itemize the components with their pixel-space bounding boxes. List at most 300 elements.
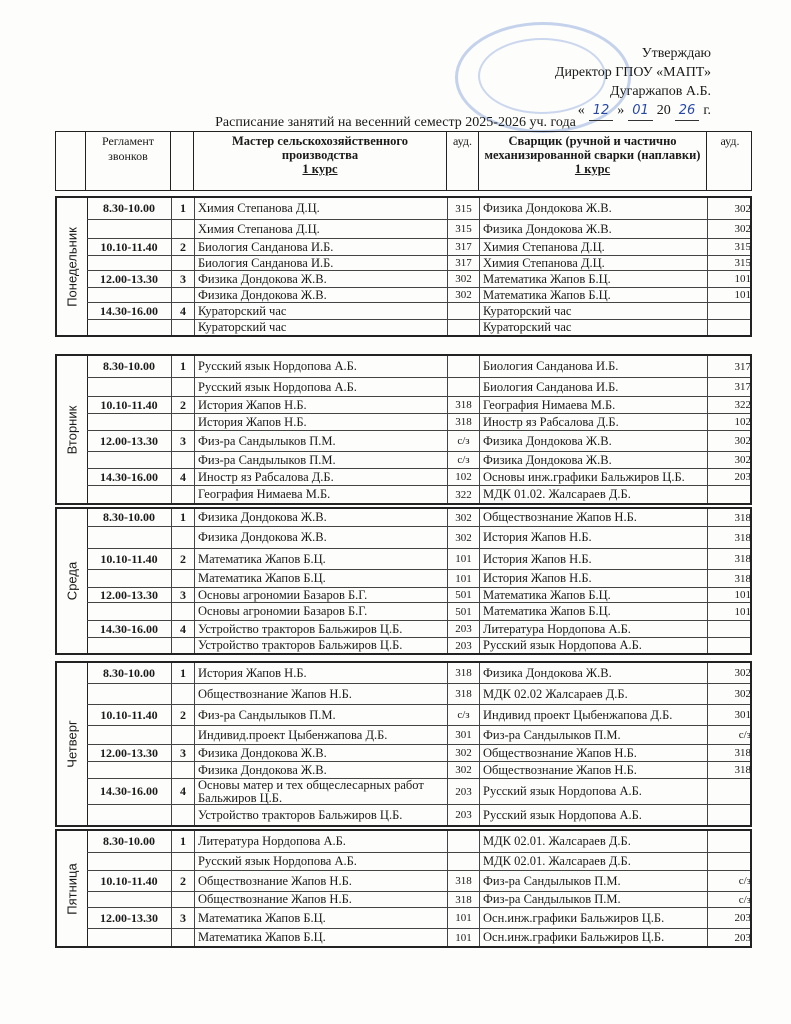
date-month: 01 — [628, 101, 653, 121]
room-group-2 — [708, 779, 754, 804]
lesson-row — [87, 431, 750, 452]
date-open-quote: « — [577, 103, 585, 118]
subject-group-1: Физика Дондокова Ж.В. — [195, 762, 448, 778]
room-group-1 — [448, 378, 480, 396]
lesson-time: 8.30-10.00 — [87, 198, 172, 219]
room-group-2: 318 — [734, 764, 751, 776]
subject-group-1: Биология Санданова И.Б. — [195, 256, 448, 270]
room-group-1: 318 — [448, 414, 480, 430]
lesson-row — [87, 831, 750, 853]
lesson-time — [87, 684, 172, 704]
subject-group-1: Кураторский час — [195, 303, 448, 319]
lesson-number: 3 — [172, 745, 195, 761]
room-group-2: 317 — [734, 381, 751, 393]
subject-group-1: Устройство тракторов Бальжиров Ц.Б. — [195, 805, 448, 825]
lesson-row — [87, 378, 750, 397]
lesson-time: 8.30-10.00 — [87, 509, 172, 526]
room-group-2: 101 — [734, 605, 751, 618]
day-block — [55, 507, 752, 655]
lesson-row — [87, 414, 750, 431]
room-group-1: 302 — [448, 745, 480, 761]
day-label — [57, 663, 88, 825]
lesson-row — [87, 684, 750, 705]
lesson-row — [87, 549, 750, 570]
lesson-row — [87, 509, 750, 527]
subject-group-2: Литература Нордопова А.Б. — [480, 621, 708, 637]
room-group-1: 302 — [448, 288, 480, 302]
approval-line-1: Утверждаю — [641, 46, 711, 61]
date-day: 12 — [589, 101, 614, 121]
lesson-time — [87, 762, 172, 778]
subject-group-1: Обществознание Жапов Н.Б. — [195, 684, 448, 704]
subject-group-1: Математика Жапов Б.Ц. — [195, 570, 448, 587]
room-group-1: 318 — [448, 684, 480, 704]
room-group-1 — [448, 356, 480, 377]
lesson-row — [87, 726, 750, 745]
day-block — [55, 196, 752, 337]
subject-group-1: Физ-ра Сандылыков П.М. — [195, 452, 448, 468]
schedule-header — [55, 131, 752, 191]
lesson-number — [172, 486, 195, 503]
lesson-time — [87, 726, 172, 744]
lesson-time — [87, 378, 172, 396]
group-2-course: 1 курс — [574, 162, 611, 176]
subject-group-2: Биология Санданова И.Б. — [480, 356, 708, 377]
group-1-name: Мастер сельскохозяйственного производства — [231, 134, 409, 162]
subject-group-2: МДК 02.02 Жалсараев Д.Б. — [480, 684, 708, 704]
room-group-2 — [708, 805, 754, 825]
subject-group-1: Физика Дондокова Ж.В. — [195, 288, 448, 302]
lesson-time: 10.10-11.40 — [87, 549, 172, 569]
lesson-time: 12.00-13.30 — [87, 588, 172, 602]
document-title: Расписание занятий на весенний семестр 2025-2026 уч. года — [215, 115, 576, 130]
subject-group-2: Обществознание Жапов Н.Б. — [480, 745, 708, 761]
lesson-row — [87, 705, 750, 726]
lesson-number — [172, 527, 195, 548]
subject-group-2: Физика Дондокова Ж.В. — [480, 663, 708, 683]
lesson-number — [172, 452, 195, 468]
room-group-1: 101 — [448, 570, 480, 587]
room-group-1: 101 — [448, 908, 480, 928]
room-group-2: 302 — [734, 223, 751, 235]
lesson-time: 14.30-16.00 — [87, 621, 172, 637]
subject-group-1: Физика Дондокова Ж.В. — [195, 509, 448, 526]
lesson-number: 2 — [172, 549, 195, 569]
room-group-2: с/з — [738, 729, 751, 741]
room-group-1: 302 — [448, 271, 480, 287]
lesson-time — [87, 452, 172, 468]
lesson-number — [172, 256, 195, 270]
room-group-2: 318 — [734, 531, 751, 544]
lesson-row — [87, 320, 750, 335]
room-group-2 — [708, 486, 754, 503]
room-group-2: 101 — [734, 589, 751, 601]
lesson-time — [87, 853, 172, 870]
room-group-1: 501 — [448, 588, 480, 602]
subject-group-2: История Жапов Н.Б. — [480, 570, 708, 587]
room-group-2: 315 — [734, 257, 751, 269]
subject-group-2: Обществознание Жапов Н.Б. — [480, 762, 708, 778]
subject-group-2: Русский язык Нордопова А.Б. — [480, 638, 708, 653]
room-group-1: 501 — [448, 603, 480, 620]
subject-group-2: Физ-ра Сандылыков П.М. — [480, 871, 708, 891]
subject-group-2: МДК 02.01. Жалсараев Д.Б. — [480, 831, 708, 852]
room-group-2: 301 — [734, 709, 751, 721]
header-bells: Регламент звонков — [86, 132, 171, 190]
date-year-prefix: 20 — [656, 103, 671, 118]
lesson-number — [172, 684, 195, 704]
room-group-1: 318 — [448, 871, 480, 891]
subject-group-1: Основы агрономии Базаров Б.Г. — [195, 603, 448, 620]
lesson-number — [172, 638, 195, 653]
approval-line-3: Дугаржапов А.Б. — [610, 84, 711, 99]
subject-group-2: МДК 01.02. Жалсараев Д.Б. — [480, 486, 708, 503]
lesson-number — [172, 378, 195, 396]
room-group-2: 302 — [734, 688, 751, 700]
lesson-row — [87, 198, 750, 220]
lesson-number: 3 — [172, 588, 195, 602]
room-group-2: 318 — [734, 747, 751, 759]
lesson-number: 4 — [172, 303, 195, 319]
lesson-number: 2 — [172, 239, 195, 255]
subject-group-1: Устройство тракторов Бальжиров Ц.Б. — [195, 621, 448, 637]
lesson-row — [87, 288, 750, 303]
subject-group-2: МДК 02.01. Жалсараев Д.Б. — [480, 853, 708, 870]
subject-group-2: Математика Жапов Б.Ц. — [480, 603, 708, 620]
subject-group-1: Физика Дондокова Ж.В. — [195, 271, 448, 287]
subject-group-1: Физ-ра Сандылыков П.М. — [195, 705, 448, 725]
lesson-number: 3 — [172, 908, 195, 928]
day-label — [57, 198, 88, 335]
subject-group-2: География Нимаева М.Б. — [480, 397, 708, 413]
day-block — [55, 661, 752, 827]
room-group-2 — [708, 831, 754, 852]
subject-group-2: Кураторский час — [480, 303, 708, 319]
subject-group-2: Физика Дондокова Ж.В. — [480, 198, 708, 219]
room-group-2: с/з — [738, 875, 751, 887]
room-group-2 — [708, 638, 754, 653]
day-name: Понедельник — [64, 226, 80, 307]
subject-group-2: Русский язык Нордопова А.Б. — [480, 779, 708, 804]
subject-group-2: Индивид проект Цыбенжапова Д.Б. — [480, 705, 708, 725]
lesson-row — [87, 805, 750, 825]
room-group-1: 302 — [448, 527, 480, 548]
room-group-1 — [448, 303, 480, 319]
lesson-number: 1 — [172, 356, 195, 377]
lesson-number — [172, 762, 195, 778]
lesson-time — [87, 414, 172, 430]
lesson-number: 3 — [172, 431, 195, 451]
lesson-number: 2 — [172, 705, 195, 725]
lesson-number — [172, 892, 195, 907]
lesson-time: 10.10-11.40 — [87, 397, 172, 413]
lesson-time — [87, 220, 172, 238]
subject-group-2: Обществознание Жапов Н.Б. — [480, 509, 708, 526]
lesson-row — [87, 745, 750, 762]
subject-group-2: Иностр яз Рабсалова Д.Б. — [480, 414, 708, 430]
subject-group-1: География Нимаева М.Б. — [195, 486, 448, 503]
room-group-2 — [708, 303, 754, 319]
lesson-time: 12.00-13.30 — [87, 271, 172, 287]
room-group-2: 102 — [734, 416, 751, 428]
subject-group-1: Устройство тракторов Бальжиров Ц.Б. — [195, 638, 448, 653]
room-group-1: 315 — [448, 220, 480, 238]
subject-group-2: История Жапов Н.Б. — [480, 527, 708, 548]
lesson-number — [172, 320, 195, 335]
subject-group-1: Биология Санданова И.Б. — [195, 239, 448, 255]
subject-group-1: Основы матер и тех общеслесарных работ Бальжиров Ц.Б. — [195, 779, 448, 804]
subject-group-1: История Жапов Н.Б. — [195, 414, 448, 430]
room-group-1: 203 — [448, 805, 480, 825]
subject-group-2: Химия Степанова Д.Ц. — [480, 256, 708, 270]
lesson-number — [172, 220, 195, 238]
subject-group-1: Математика Жапов Б.Ц. — [195, 929, 448, 946]
lesson-number — [172, 853, 195, 870]
room-group-2: 203 — [734, 471, 751, 483]
lesson-row — [87, 527, 750, 549]
lesson-row — [87, 452, 750, 469]
day-label — [57, 509, 88, 653]
room-group-1 — [448, 320, 480, 335]
room-group-1: 203 — [448, 779, 480, 804]
subject-group-1: Математика Жапов Б.Ц. — [195, 549, 448, 569]
lesson-row — [87, 779, 750, 805]
room-group-1: 318 — [448, 663, 480, 683]
subject-group-2: Русский язык Нордопова А.Б. — [480, 805, 708, 825]
day-label — [57, 356, 88, 503]
lesson-row — [87, 486, 750, 503]
room-group-2: 101 — [734, 289, 751, 301]
room-group-1 — [448, 853, 480, 870]
lesson-row — [87, 570, 750, 588]
subject-group-2: Математика Жапов Б.Ц. — [480, 288, 708, 302]
lesson-row — [87, 271, 750, 288]
room-group-1: 317 — [448, 239, 480, 255]
room-group-2: 315 — [734, 241, 751, 253]
date-year-suffix: 26 — [675, 101, 700, 121]
day-name: Четверг — [64, 720, 80, 768]
lesson-time: 14.30-16.00 — [87, 779, 172, 804]
lesson-row — [87, 853, 750, 871]
lesson-number — [172, 726, 195, 744]
lesson-number: 1 — [172, 663, 195, 683]
lesson-time — [87, 603, 172, 620]
lesson-row — [87, 588, 750, 603]
lesson-time: 8.30-10.00 — [87, 663, 172, 683]
subject-group-2: Кураторский час — [480, 320, 708, 335]
lesson-number: 4 — [172, 621, 195, 637]
lesson-row — [87, 663, 750, 684]
lesson-row — [87, 871, 750, 892]
subject-group-1: Русский язык Нордопова А.Б. — [195, 378, 448, 396]
room-group-2: 318 — [734, 511, 751, 524]
lesson-time: 12.00-13.30 — [87, 745, 172, 761]
lesson-time — [87, 288, 172, 302]
subject-group-2: Химия Степанова Д.Ц. — [480, 239, 708, 255]
subject-group-2: Биология Санданова И.Б. — [480, 378, 708, 396]
lesson-number: 1 — [172, 198, 195, 219]
lesson-row — [87, 762, 750, 779]
lesson-row — [87, 356, 750, 378]
day-name: Пятница — [64, 862, 80, 915]
lesson-time — [87, 527, 172, 548]
lesson-number — [172, 288, 195, 302]
day-name: Среда — [64, 561, 80, 601]
room-group-1: с/з — [448, 452, 480, 468]
lesson-row — [87, 929, 750, 946]
lesson-time — [87, 256, 172, 270]
room-group-2 — [708, 853, 754, 870]
lesson-row — [87, 397, 750, 414]
subject-group-2: Математика Жапов Б.Ц. — [480, 271, 708, 287]
subject-group-1: История Жапов Н.Б. — [195, 397, 448, 413]
room-group-2: 101 — [734, 273, 751, 285]
approval-block — [555, 44, 711, 121]
subject-group-2: Физика Дондокова Ж.В. — [480, 220, 708, 238]
room-group-1: 302 — [448, 762, 480, 778]
header-group-2 — [479, 132, 707, 190]
subject-group-2: История Жапов Н.Б. — [480, 549, 708, 569]
room-group-2: 302 — [734, 435, 751, 447]
subject-group-1: Русский язык Нордопова А.Б. — [195, 356, 448, 377]
room-group-1 — [448, 831, 480, 852]
subject-group-1: Основы агрономии Базаров Б.Г. — [195, 588, 448, 602]
lesson-number: 2 — [172, 397, 195, 413]
lesson-time: 10.10-11.40 — [87, 871, 172, 891]
day-label — [57, 831, 88, 946]
header-group-1 — [194, 132, 447, 190]
subject-group-1: Индивид.проект Цыбенжапова Д.Б. — [195, 726, 448, 744]
room-group-1: 317 — [448, 256, 480, 270]
room-group-1: 101 — [448, 929, 480, 946]
group-1-course: 1 курс — [302, 162, 338, 176]
lesson-time: 10.10-11.40 — [87, 239, 172, 255]
lesson-row — [87, 469, 750, 486]
day-name: Вторник — [64, 405, 80, 454]
lesson-time — [87, 892, 172, 907]
room-group-1: 322 — [448, 486, 480, 503]
lesson-number — [172, 570, 195, 587]
room-group-1: 302 — [448, 509, 480, 526]
room-group-2: 317 — [734, 360, 751, 373]
subject-group-1: Математика Жапов Б.Ц. — [195, 908, 448, 928]
room-group-1: с/з — [448, 431, 480, 451]
subject-group-1: История Жапов Н.Б. — [195, 663, 448, 683]
group-2-name: Сварщик (ручной и частично механизированной сварки (наплавки) — [484, 134, 701, 162]
lesson-time: 8.30-10.00 — [87, 831, 172, 852]
day-block — [55, 354, 752, 505]
room-group-2: 302 — [734, 667, 751, 679]
lesson-number: 3 — [172, 271, 195, 287]
room-group-1: с/з — [448, 705, 480, 725]
lesson-number — [172, 929, 195, 946]
subject-group-2: Физ-ра Сандылыков П.М. — [480, 726, 708, 744]
lesson-row — [87, 220, 750, 239]
lesson-time: 14.30-16.00 — [87, 303, 172, 319]
room-group-2: 203 — [734, 931, 751, 944]
lesson-row — [87, 892, 750, 908]
subject-group-1: Иностр яз Рабсалова Д.Б. — [195, 469, 448, 485]
lesson-number: 4 — [172, 469, 195, 485]
subject-group-2: Математика Жапов Б.Ц. — [480, 588, 708, 602]
room-group-1: 315 — [448, 198, 480, 219]
lesson-row — [87, 908, 750, 929]
lesson-time — [87, 638, 172, 653]
header-day-cell — [56, 132, 86, 190]
subject-group-1: Физика Дондокова Ж.В. — [195, 527, 448, 548]
lesson-number: 1 — [172, 509, 195, 526]
lesson-number — [172, 805, 195, 825]
lesson-time: 8.30-10.00 — [87, 356, 172, 377]
lesson-number: 1 — [172, 831, 195, 852]
lesson-time — [87, 320, 172, 335]
room-group-2: 302 — [734, 202, 751, 215]
subject-group-1: Обществознание Жапов Н.Б. — [195, 871, 448, 891]
subject-group-1: Кураторский час — [195, 320, 448, 335]
approval-line-2: Директор ГПОУ «МАПТ» — [554, 65, 711, 80]
subject-group-2: Осн.инж.графики Бальжиров Ц.Б. — [480, 908, 708, 928]
lesson-row — [87, 239, 750, 256]
subject-group-2: Физика Дондокова Ж.В. — [480, 452, 708, 468]
room-group-1: 203 — [448, 638, 480, 653]
lesson-row — [87, 303, 750, 320]
lesson-number — [172, 414, 195, 430]
room-group-2 — [708, 320, 754, 335]
lesson-row — [87, 603, 750, 621]
room-group-1: 318 — [448, 397, 480, 413]
lesson-row — [87, 256, 750, 271]
lesson-time: 10.10-11.40 — [87, 705, 172, 725]
room-group-1: 101 — [448, 549, 480, 569]
room-group-2: 203 — [734, 912, 751, 924]
lesson-number — [172, 603, 195, 620]
room-group-1: 318 — [448, 892, 480, 907]
subject-group-1: Химия Степанова Д.Ц. — [195, 220, 448, 238]
subject-group-1: Физ-ра Сандылыков П.М. — [195, 431, 448, 451]
lesson-time: 12.00-13.30 — [87, 908, 172, 928]
lesson-time — [87, 805, 172, 825]
header-aud-2: ауд. — [720, 134, 740, 148]
lesson-number: 4 — [172, 779, 195, 804]
room-group-1: 301 — [448, 726, 480, 744]
lesson-time — [87, 486, 172, 503]
room-group-2: с/з — [738, 893, 751, 906]
subject-group-1: Русский язык Нордопова А.Б. — [195, 853, 448, 870]
room-group-2: 318 — [734, 553, 751, 565]
room-group-2: 322 — [734, 399, 751, 411]
room-group-2: 302 — [734, 454, 751, 466]
subject-group-1: Обществознание Жапов Н.Б. — [195, 892, 448, 907]
subject-group-1: Физика Дондокова Ж.В. — [195, 745, 448, 761]
lesson-time — [87, 929, 172, 946]
subject-group-2: Физика Дондокова Ж.В. — [480, 431, 708, 451]
lesson-number: 2 — [172, 871, 195, 891]
room-group-2: 318 — [734, 572, 751, 585]
day-block — [55, 829, 752, 948]
subject-group-1: Литература Нордопова А.Б. — [195, 831, 448, 852]
header-aud-1: ауд. — [447, 132, 479, 190]
date-year-end: г. — [703, 103, 711, 118]
lesson-row — [87, 621, 750, 638]
lesson-time: 14.30-16.00 — [87, 469, 172, 485]
lesson-row — [87, 638, 750, 653]
subject-group-1: Химия Степанова Д.Ц. — [195, 198, 448, 219]
subject-group-2: Осн.инж.графики Бальжиров Ц.Б. — [480, 929, 708, 946]
lesson-time: 12.00-13.30 — [87, 431, 172, 451]
header-num-cell — [171, 132, 194, 190]
subject-group-2: Основы инж.графики Бальжиров Ц.Б. — [480, 469, 708, 485]
date-close-quote: » — [617, 103, 625, 118]
